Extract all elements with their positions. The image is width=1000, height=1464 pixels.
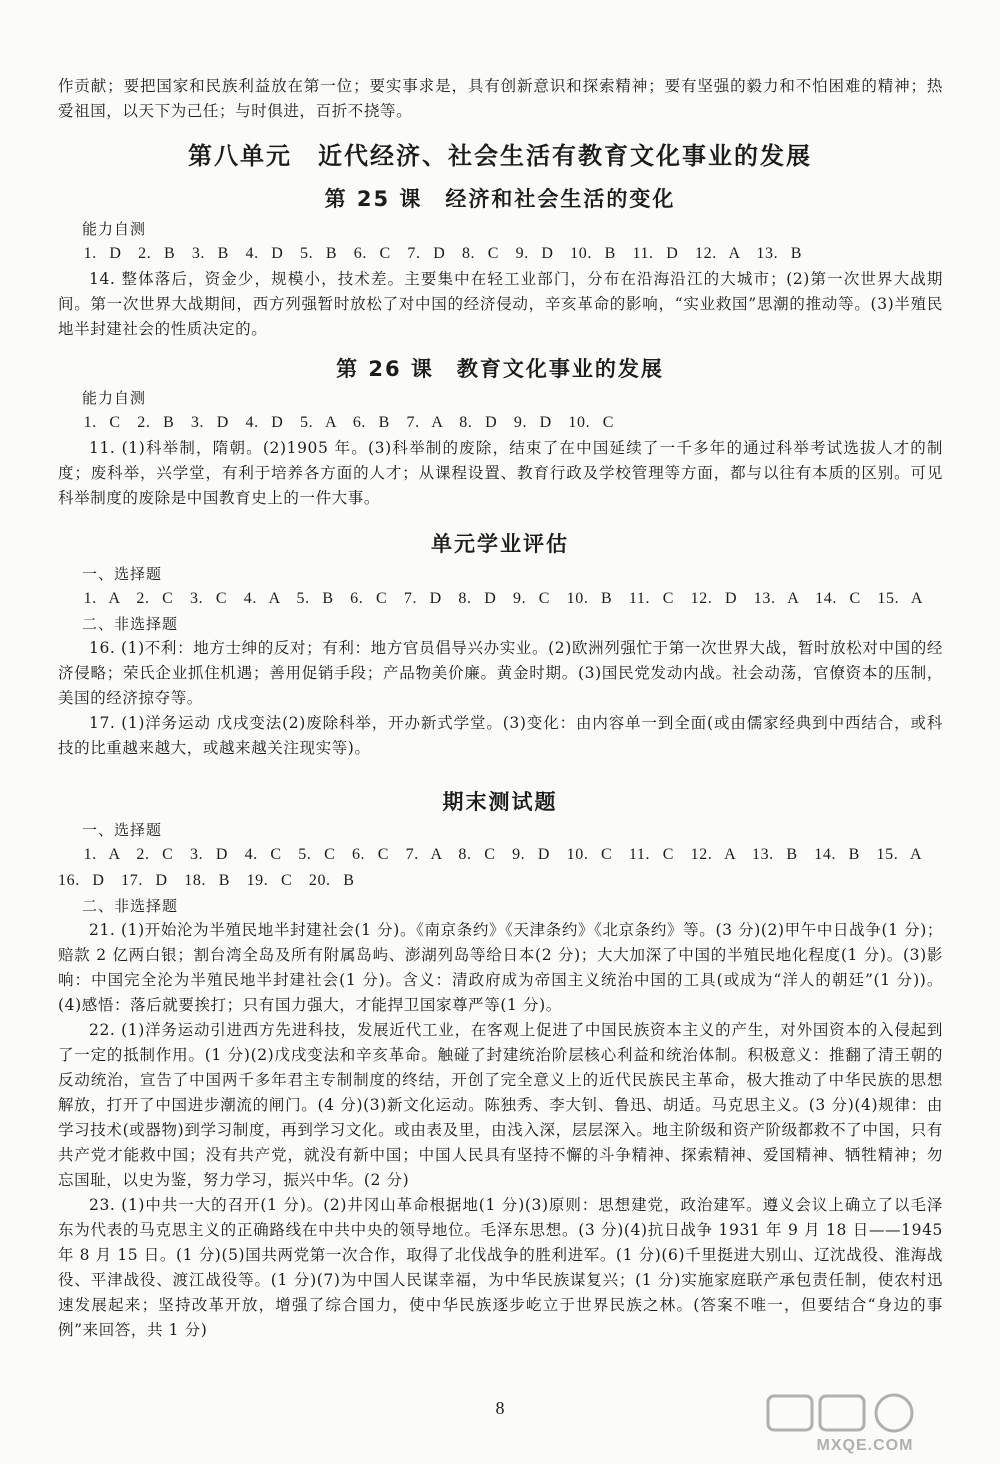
lesson-25-title: 第 25 课 经济和社会生活的变化	[324, 187, 676, 211]
nonchoice-section-label: 二、非选择题	[82, 897, 179, 915]
watermark-badge	[876, 1395, 912, 1431]
final-exam-title: 期末测试题	[442, 790, 558, 814]
choice-answers: 1. A 2. C 3. D 4. C 5. C 6. C 7. A 8. C 9. D 10. C 11. C 12. A 13. B 14. B 15. A 16. D 17. D 18. B 19. C 20. B	[58, 846, 938, 889]
watermark-logo	[760, 1392, 970, 1454]
question-16: 16. (1)不利：地方士绅的反对；有利：地方官员倡导兴办实业。(2)欧洲列强忙于第一次世界大战，暂时放松对中国的经济侵略；荣氏企业抓住机遇；善用促销手段；产品物美价廉。黄金时期。(3)国民党发动内战。社会动荡，官僚资本的压制，美国的经济掠夺等。	[58, 639, 943, 707]
question-17: 17. (1)洋务运动 戊戌变法(2)废除科举，开办新式学堂。(3)变化：由内容单一到全面(或由儒家经典到中西结合，或科技的比重越来越大，或越来越关注现实等)。	[58, 714, 943, 757]
choice-answers: 1. C 2. B 3. D 4. D 5. A 6. B 7. A 8. D 9. D 10. C	[83, 414, 615, 431]
watermark-text: MXQE.COM	[816, 1437, 914, 1454]
choice-answers: 1. D 2. B 3. B 4. D 5. B 6. C 7. D 8. C 9. D 10. B 11. D 12. A 13. B	[83, 245, 803, 262]
nonchoice-section-label: 二、非选择题	[82, 615, 179, 633]
intro-block	[58, 74, 943, 124]
lesson-25-section	[58, 217, 943, 342]
lesson-26-section	[58, 386, 943, 511]
self-test-label: 能力自测	[82, 389, 147, 407]
watermark-badge	[820, 1396, 864, 1430]
question-21: 21. (1)开始沦为半殖民地半封建社会(1 分)。《南京条约》《天津条约》《北京条约》等。(3 分)(2)甲午中日战争(1 分)；赔款 2 亿两白银；割台湾全岛及所有附属岛屿、澎湖列岛等给日本(2 分)；大大加深了中国的半殖民地化程度(1 分)。(3)影响：中国完全沦为半殖民地半封建社会(1 分)。含义：清政府成为帝国主义统治中国的工具(或成为“洋人的朝廷”(1 分))。(4)感悟：落后就要挨打；只有国力强大，才能捍卫国家尊严等(1 分)。	[58, 921, 943, 1014]
choice-section-label: 一、选择题	[82, 821, 163, 839]
question-11: 11. (1)科举制，隋朝。(2)1905 年。(3)科举制的废除，结束了在中国延续了一千多年的通过科举考试选拔人才的制度；废科举，兴学堂，有利于培养各方面的人才；从课程设置、教育行政及学校管理等方面，都与以往有本质的区别。可见科举制度的废除是中国教育史上的一件大事。	[58, 439, 943, 507]
question-14: 14. 整体落后，资金少，规模小，技术差。主要集中在轻工业部门，分布在沿海沿江的大城市；(2)第一次世界大战期间。第一次世界大战期间，西方列强暂时放松了对中国的经济侵动，辛亥革命的影响，“实业救国”思潮的推动等。(3)半殖民地半封建社会的性质决定的。	[58, 270, 943, 338]
question-22: 22. (1)洋务运动引进西方先进科技，发展近代工业，在客观上促进了中国民族资本主义的产生，对外国资本的入侵起到了一定的抵制作用。(1 分)(2)戊戌变法和辛亥革命。触碰了封建统治阶层核心利益和统治体制。积极意义：推翻了清王朝的反动统治，宣告了中国两千多年君主专制制度的终结，开创了完全意义上的近代民族民主革命，极大推动了中华民族的思想解放，打开了中国进步潮流的闸门。(4 分)(3)新文化运动。陈独秀、李大钊、鲁迅、胡适。马克思主义。(3 分)(4)规律：由学习技术(或器物)到学习制度，再到学习文化。或由表及里，由浅入深，层层深入。地主阶级和资产阶级都救不了中国，只有共产党才能救中国；没有共产党，就没有新中国；中国人民具有坚持不懈的斗争精神、探索精神、爱国精神、牺牲精神；勿忘国耻，以史为鉴，努力学习，振兴中华。(2 分)	[58, 1021, 943, 1189]
page-number: 8	[495, 1398, 505, 1418]
unit-title: 第八单元 近代经济、社会生活有教育文化事业的发展	[188, 142, 812, 170]
intro-paragraph: 作贡献；要把国家和民族利益放在第一位；要实事求是，具有创新意识和探索精神；要有坚强的毅力和不怕困难的精神；热爱祖国，以天下为己任；与时俱进，百折不挠等。	[58, 77, 943, 120]
choice-answers: 1. A 2. C 3. C 4. A 5. B 6. C 7. D 8. D 9. C 10. B 11. C 12. D 13. A 14. C 15. A	[83, 590, 924, 607]
choice-section-label: 一、选择题	[82, 565, 163, 583]
final-exam-section	[58, 818, 943, 1343]
lesson-26-title: 第 26 课 教育文化事业的发展	[336, 357, 664, 381]
unit-eval-section	[58, 562, 943, 761]
watermark-badge	[768, 1396, 812, 1430]
self-test-label: 能力自测	[82, 220, 147, 238]
question-23: 23. (1)中共一大的召开(1 分)。(2)井冈山革命根据地(1 分)(3)原则：思想建党，政治建军。遵义会议上确立了以毛泽东为代表的马克思主义的正确路线在中共中央的领导地位。毛泽东思想。(3 分)(4)抗日战争 1931 年 9 月 18 日——1945 年 8 月 15 日。(1 分)(5)国共两党第一次合作，取得了北伐战争的胜利进军。(1 分)(6)千里挺进大别山、辽沈战役、淮海战役、平津战役、渡江战役等。(1 分)(7)为中国人民谋幸福，为中华民族谋复兴；(1 分)实施家庭联产承包责任制，使农村迅速发展起来；坚持改革开放，增强了综合国力，使中华民族逐步屹立于世界民族之林。(答案不唯一，但要结合“身边的事例”来回答，共 1 分)	[58, 1196, 943, 1339]
unit-eval-title: 单元学业评估	[431, 532, 569, 556]
